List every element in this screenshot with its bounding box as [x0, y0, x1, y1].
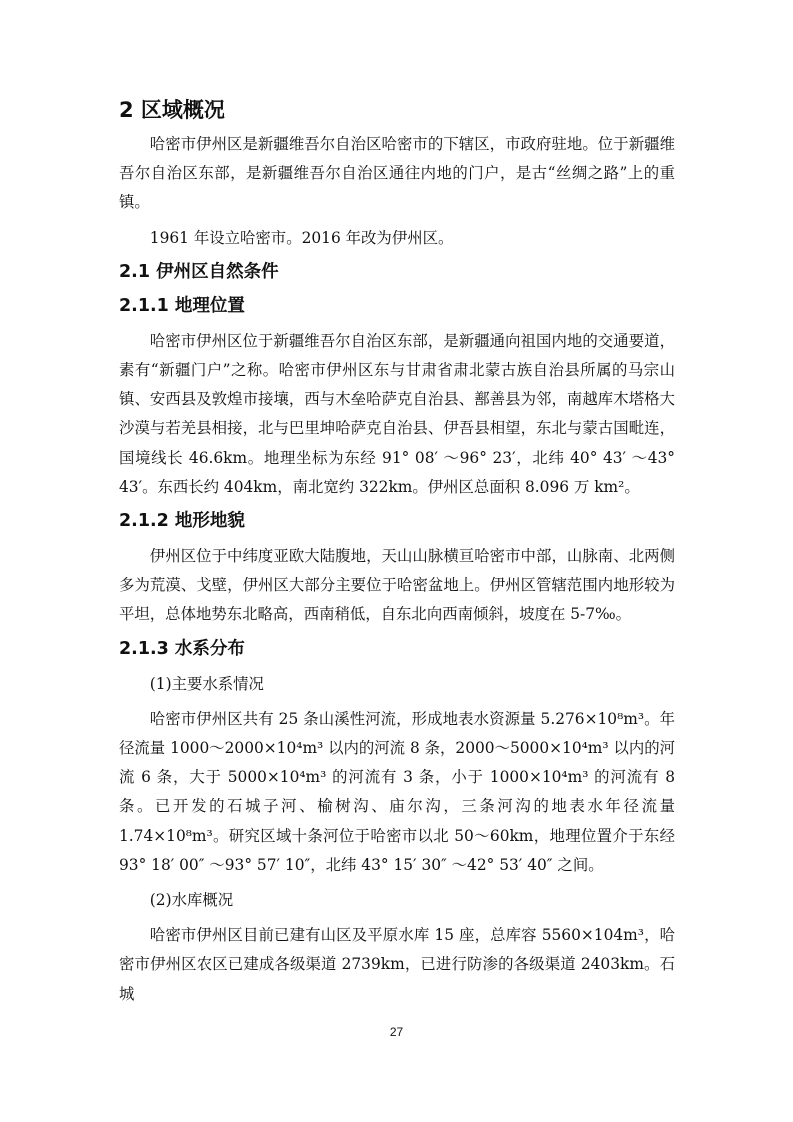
page-content: [119, 96, 675, 1015]
geography-paragraph: 哈密市伊州区位于新疆维吾尔自治区东部，是新疆通向祖国内地的交通要道，素有“新疆门户”之称。哈密市伊州区东与甘肃省肃北蒙古族自治县所属的马宗山镇、安西县及敦煌市接壤，西与木垒哈萨克自治县、鄯善县为邻，南越库木塔格大沙漠与若羌县相接，北与巴里坤哈萨克自治县、伊吾县相望，东北与蒙古国毗连，国境线长 46.6km。地理坐标为东经 91° 08′ ～96° 23′，北纬 40° 43′ ～43° 43′。东西长约 404km，南北宽约 322km。伊州区总面积 8.096 万 km²。: [119, 331, 675, 496]
intro-paragraph-1: 哈密市伊州区是新疆维吾尔自治区哈密市的下辖区，市政府驻地。位于新疆维吾尔自治区东部，是新疆维吾尔自治区通往内地的门户，是古“丝绸之路”上的重镇。: [119, 135, 675, 212]
water-paragraph-1: 哈密市伊州区共有 25 条山溪性河流，形成地表水资源量 5.276×10⁸m³。年径流量 1000～2000×10⁴m³ 以内的河流 8 条，2000～5000×10⁴m³ 以内的河流 6 条，大于 5000×10⁴m³ 的河流有 3 条，小于 1000×10⁴m³ 的河流有 8 条。已开发的石城子河、榆树沟、庙尔沟，三条河沟的地表水年径流量 1.74×10⁸m³。研究区域十条河位于哈密市以北 50～60km，地理位置介于东经 93° 18′ 00″ ～93° 57′ 10″，北纬 43° 15′ 30″ ～42° 53′ 40″ 之间。: [119, 709, 676, 874]
section-heading-2-1: 2.1 伊州区自然条件: [119, 261, 279, 282]
terrain-paragraph: 伊州区位于中纬度亚欧大陆腹地，天山山脉横亘哈密市中部，山脉南、北两侧多为荒漠、戈壁，伊州区大部分主要位于哈密盆地上。伊州区管辖范围内地形较为平坦，总体地势东北略高，西南稍低，自东北向西南倾斜，坡度在 5-7‰。: [119, 547, 675, 624]
section-heading-2-1-3: 2.1.3 水系分布: [119, 638, 245, 659]
water-paragraph-2: 哈密市伊州区目前已建有山区及平原水库 15 座，总库容 5560×104m³，哈密市伊州区农区已建成各级渠道 2739km，已进行防渗的各级渠道 2403km。石城: [119, 926, 675, 1003]
intro-paragraph-2: 1961 年设立哈密市。2016 年改为伊州区。: [149, 228, 454, 247]
page-number: 27: [389, 1025, 404, 1039]
water-subheading-2: (2)水库概况: [149, 891, 234, 910]
section-heading-2-1-1: 2.1.1 地理位置: [119, 295, 245, 316]
water-subheading-1: (1)主要水系情况: [149, 674, 264, 693]
section-heading-2-1-2: 2.1.2 地形地貌: [119, 511, 245, 532]
chapter-heading: 2 区域概况: [119, 98, 225, 122]
